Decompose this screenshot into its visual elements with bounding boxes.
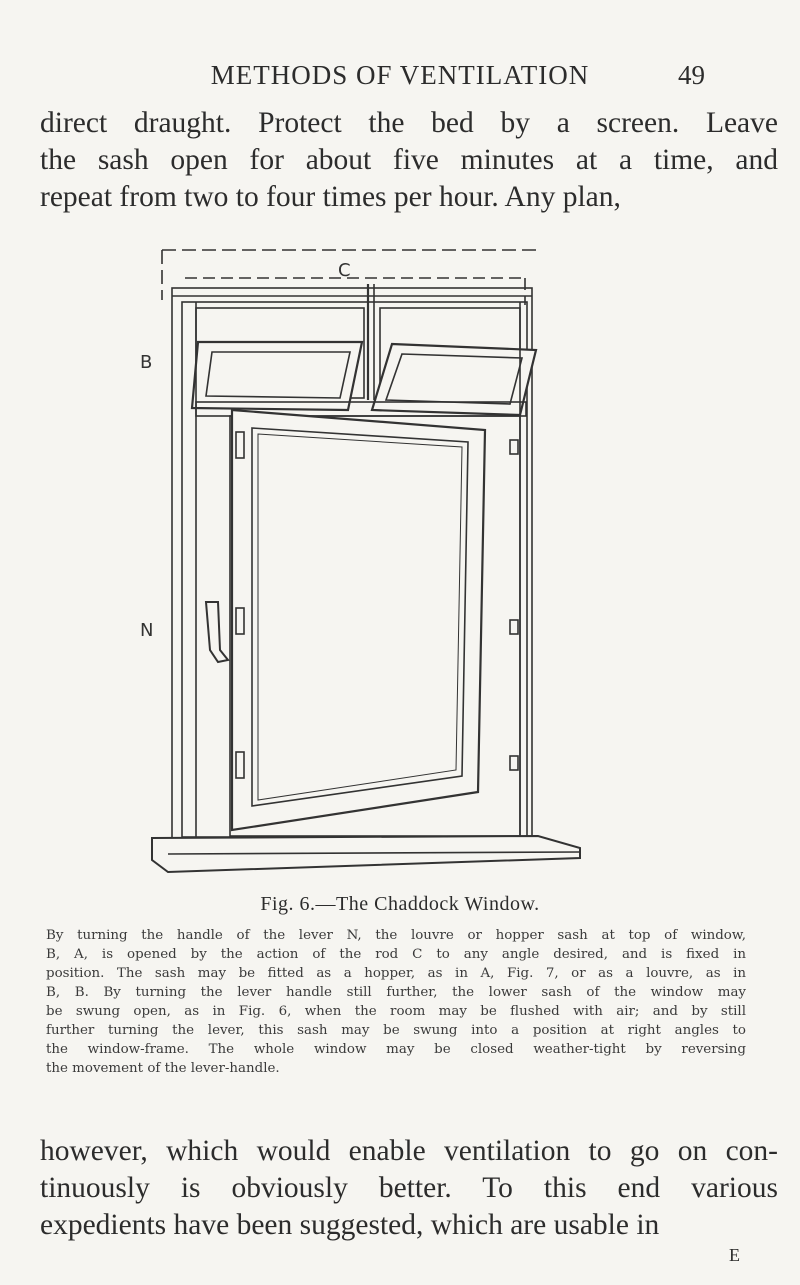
text-line: direct draught. Protect the bed by a screen. Leave (40, 107, 778, 139)
note-line: further turning the lever, this sash may be swung into a position at right angles to (46, 1023, 746, 1038)
text-line: repeat from two to four times per hour. Any plan, (40, 181, 621, 213)
figure-label-b: B (140, 352, 153, 373)
dashed-outline (162, 250, 540, 300)
note-line: B, B. By turning the lever handle still further, the lower sash of the window may (46, 985, 746, 1000)
catch (510, 440, 518, 454)
figure-note (46, 926, 746, 1078)
figure-label-n: N (140, 620, 154, 641)
catch (510, 620, 518, 634)
note-line: the movement of the lever-handle. (46, 1061, 280, 1076)
chaddock-window-figure (140, 240, 600, 880)
note-line: By turning the handle of the lever N, the louvre or hopper sash at top of window, (46, 928, 746, 943)
running-head (20, 60, 780, 100)
figure-label-c: C (338, 260, 351, 281)
text-line: expedients have been suggested, which are usable in (40, 1209, 660, 1241)
dashed-inner-outline (185, 278, 525, 305)
note-line: B, A, is opened by the action of the rod C to any angle desired, and is fixed in (46, 947, 746, 962)
catch (510, 756, 518, 770)
page-number: 49 (678, 60, 705, 90)
text-line: tinuously is obviously better. To this end various (40, 1172, 778, 1204)
note-line: position. The sash may be fitted as a hopper, as in A, Fig. 7, or as a louvre, as in (46, 966, 746, 981)
paragraph-top (40, 105, 778, 216)
running-title: METHODS OF VENTILATION (210, 60, 590, 90)
signature-mark: E (729, 1245, 740, 1265)
figure-caption: Fig. 6.—The Chaddock Window. (260, 893, 540, 915)
lower-sash (232, 410, 485, 830)
lever-handle-n (206, 602, 228, 662)
paragraph-bottom (40, 1133, 778, 1244)
text-line: the sash open for about five minutes at a time, and (40, 144, 778, 176)
hopper-right (372, 344, 536, 415)
note-line: the window-frame. The whole window may be closed weather-tight by reversing (46, 1042, 746, 1057)
text-line: however, which would enable ventilation to go on con- (40, 1135, 778, 1167)
note-line: be swung open, as in Fig. 6, when the room may be flushed with air; and by still (46, 1004, 746, 1019)
